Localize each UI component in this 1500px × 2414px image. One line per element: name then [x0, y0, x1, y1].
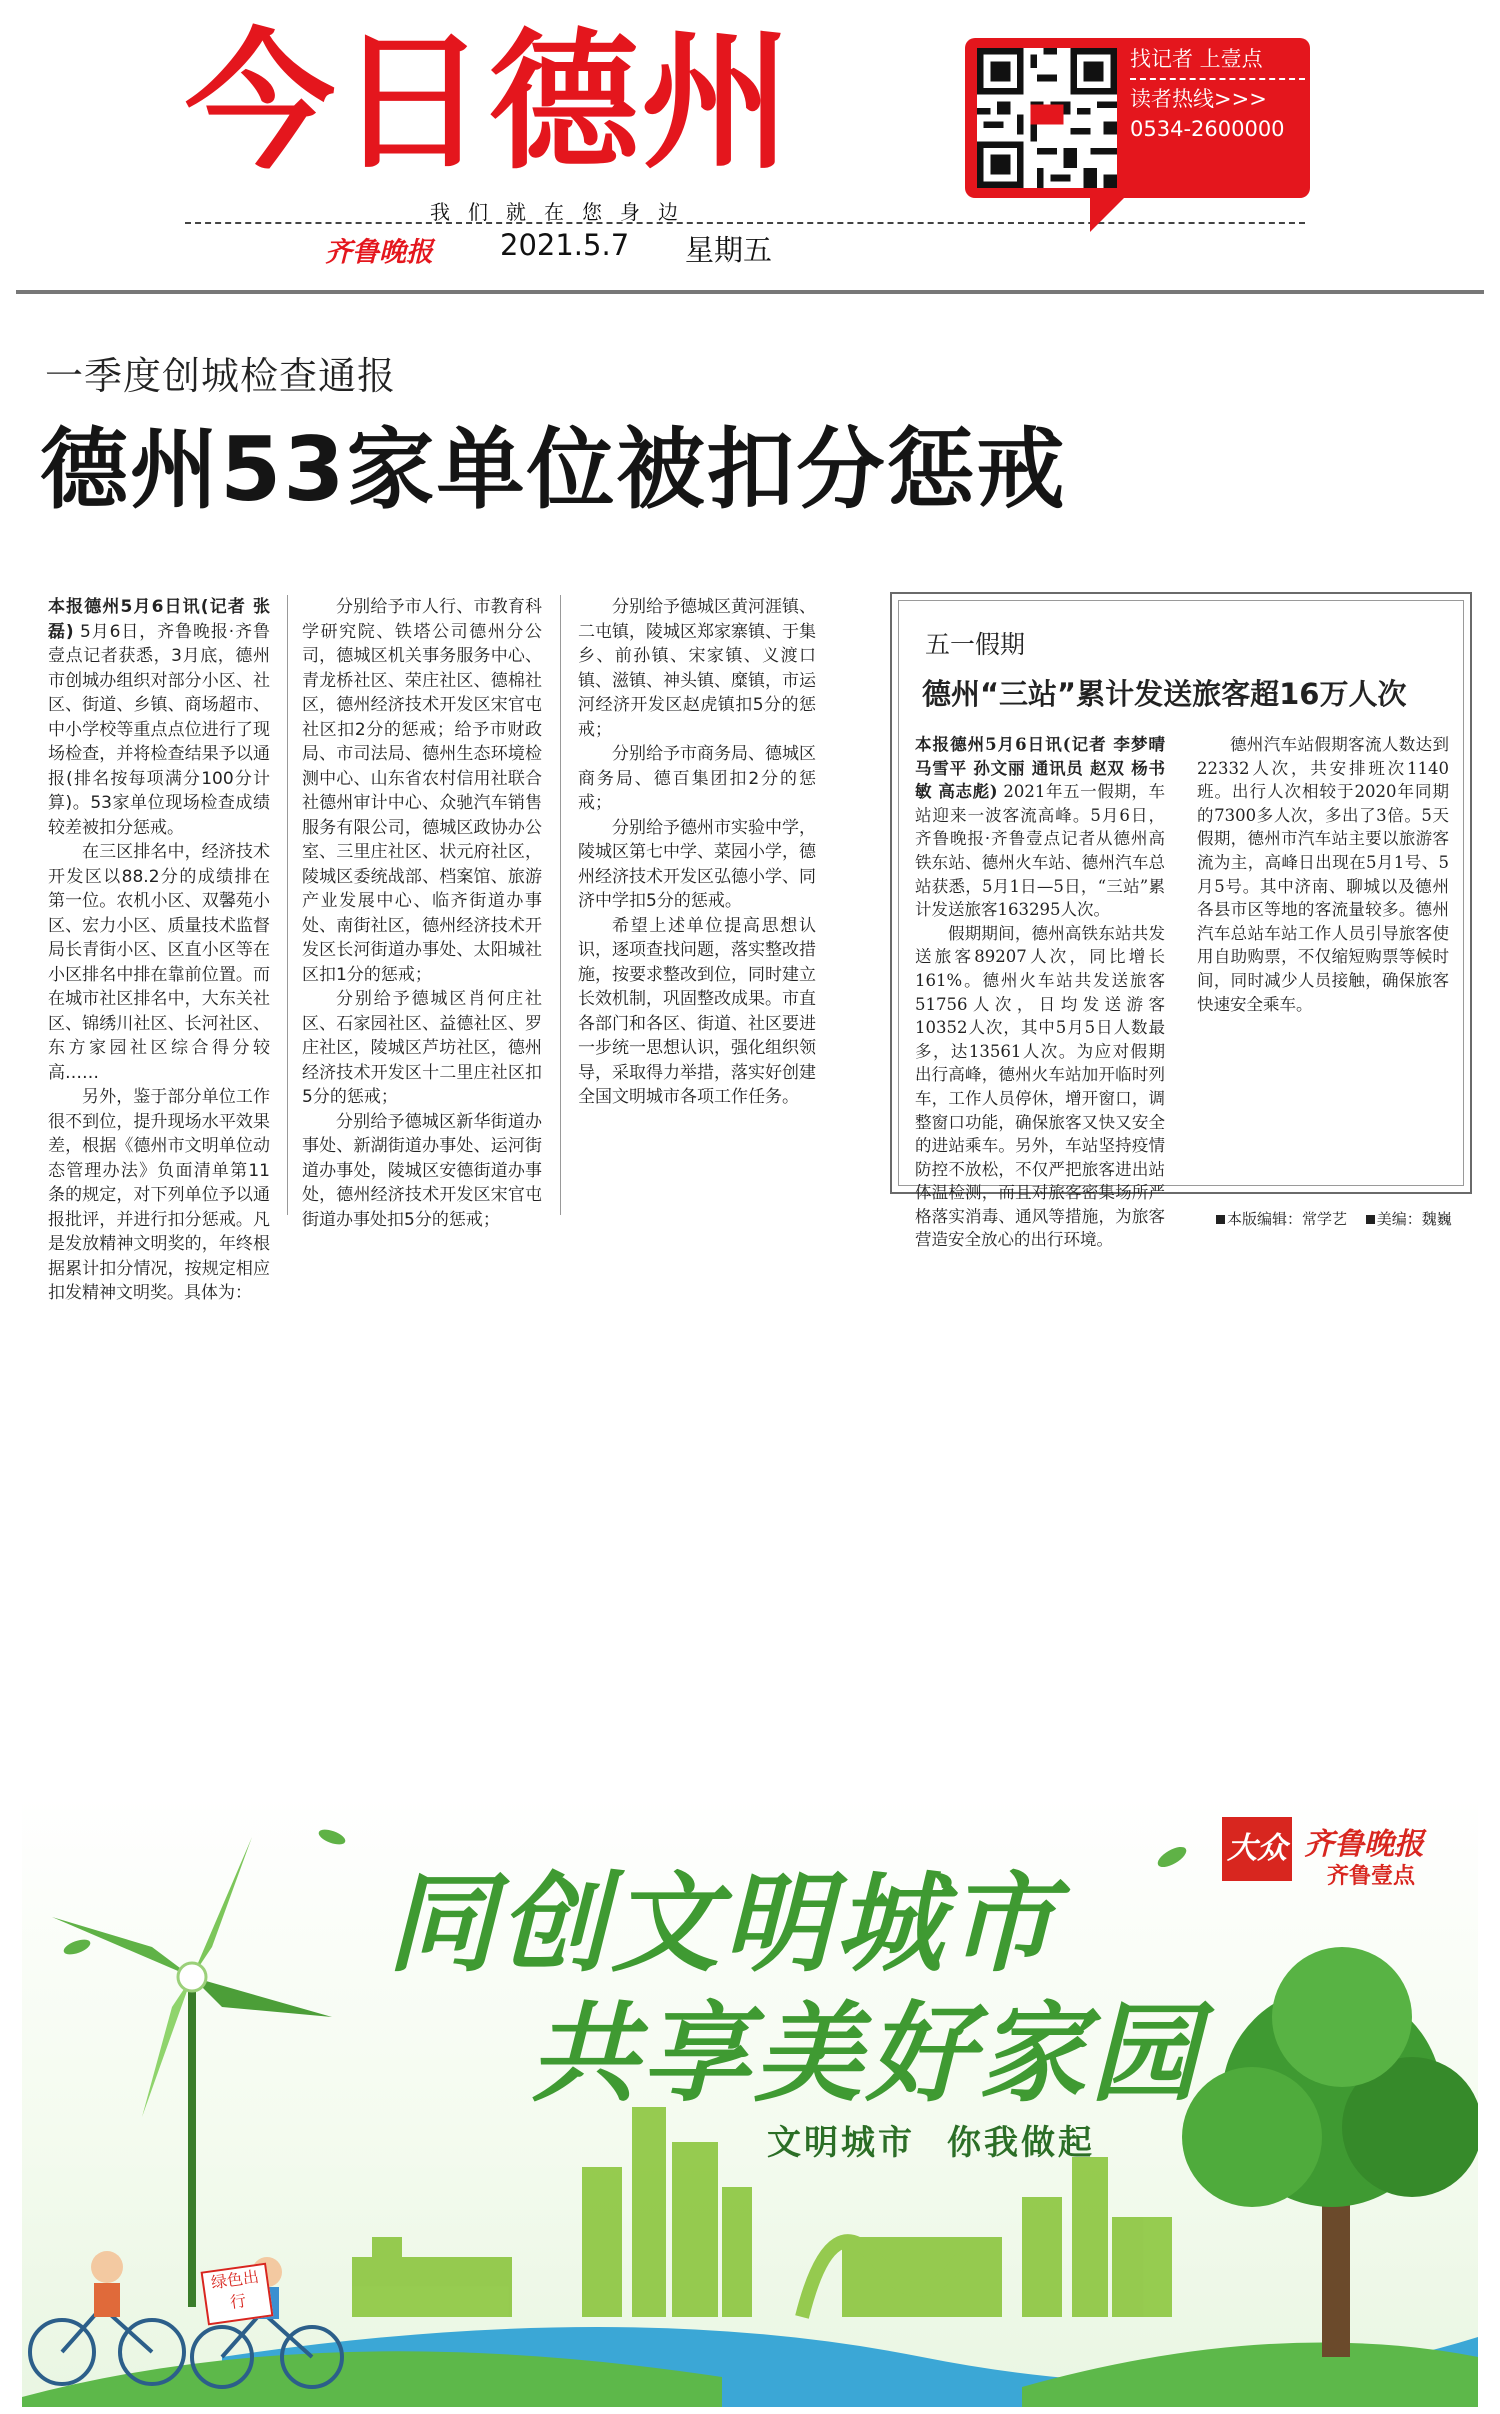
qilu-yidian-logo: 齐鲁壹点 [1327, 1864, 1416, 1889]
masthead-title: 今日德州 [185, 16, 794, 190]
article-paragraph: 本报德州5月6日讯(记者 张磊) 5月6日，齐鲁晚报·齐鲁壹点记者获悉，3月底，德州市创城办组织对部分小区、社区、街道、乡镇、商场超市、中小学校等重点点位进行了现场检查，并将检查结果予以通报(排名按每项满分100分计算)。53家单位现场检查成绩较差被扣分惩戒。 [48, 597, 270, 838]
green-travel-sign: 绿色出行 [201, 2263, 274, 2326]
article-paragraph: 在三区排名中，经济技术开发区以88.2分的成绩排在第一位。农机小区、双馨苑小区、宏力小区、质量技术监督局长青街小区、区直小区等在小区排名中排在靠前位置。而在城市社区排名中，大东关社区、锦绣川社区、长河社区、东方家园社区综合得分较高…… [48, 842, 270, 1083]
sidebar-title: 德州“三站”累计发送旅客超16万人次 [922, 677, 1407, 711]
article-column-1 [48, 595, 270, 1306]
masthead-rule [185, 222, 1305, 224]
article-paragraph: 分别给予德城区新华街道办事处、新湖街道办事处、运河街道办事处，陵城区安德街道办事处，德州经济技术开发区宋官屯街道办事处扣5分的惩戒； [302, 1111, 542, 1230]
hotline-number: 0534-2600000 [1130, 117, 1285, 141]
sidebar-column-1 [915, 733, 1165, 1252]
article-paragraph: 分别给予德城区黄河涯镇、二屯镇，陵城区郑家寨镇、于集乡、前孙镇、宋家镇、义渡口镇、滋镇、神头镇、糜镇，市运河经济开发区赵虎镇扣5分的惩戒； [578, 597, 816, 740]
designer-credit: 美编：魏巍 [1376, 1210, 1452, 1228]
article-headline: 德州53家单位被扣分惩戒 [40, 418, 1067, 521]
sidebar-paragraph: 假期期间，德州高铁东站共发送旅客89207人次，同比增长161%。德州火车站共发送旅客51756人次，日均发送游客10352人次，其中5月5日人数最多，达13561人次。为应对假期出行高峰，德州火车站加开临时列车，工作人员停休，增开窗口，调整窗口功能，确保旅客又快又安全的进站乘车。另外，车站坚持疫情防控不放松，不仅严把旅客进出站体温检测，而且对旅客密集场所严格落实消毒、通风等措施，为旅客营造安全放心的出行环境。 [915, 923, 1165, 1250]
hotline-divider [1130, 78, 1305, 80]
sidebar-byline: 本报德州5月6日讯(记者 李梦晴 马雪平 孙文丽 通讯员 赵双 杨书敏 高志彪) [915, 735, 1165, 802]
qilu-evening-logo: 齐鲁晚报 [1304, 1827, 1424, 1862]
editor-credit: 本版编辑：常学艺 [1227, 1210, 1348, 1228]
sidebar-column-2 [1197, 733, 1449, 1016]
square-bullet-icon [1216, 1215, 1225, 1224]
article-column-3 [578, 595, 816, 1110]
banner-slogan-line1: 同创文明城市 [387, 1861, 1060, 1987]
hotline-line1: 找记者 上壹点 [1130, 47, 1263, 71]
issue-date: 2021.5.7 [500, 228, 630, 262]
column-divider [560, 595, 561, 1215]
banner-subtitle-2: 你我做起 [947, 2123, 1095, 2163]
article-column-2 [302, 595, 542, 1232]
column-divider [287, 595, 288, 1215]
masthead-slogan: 我们就在您身边 [430, 200, 696, 224]
article-paragraph: 分别给予市商务局、德城区商务局、德百集团扣2分的惩戒； [578, 744, 816, 813]
article-paragraph: 分别给予德州市实验中学，陵城区第七中学、菜园小学，德州经济技术开发区弘德小学、同济中学扣5分的惩戒。 [578, 817, 816, 911]
article-paragraph: 另外，鉴于部分单位工作很不到位，提升现场水平效果差，根据《德州市文明单位动态管理办法》负面清单第11条的规定，对下列单位予以通报批评，并进行扣分惩戒。凡是发放精神文明奖的，年终根据累计扣分情况，按规定相应扣发精神文明奖。具体为： [48, 1087, 270, 1303]
issue-weekday: 星期五 [685, 233, 773, 267]
sidebar-paragraph: 德州汽车站假期客流人数达到22332人次，共安排班次1140班。出行人次相较于2020年同期的7300多人次，多出了3倍。5天假期，德州市汽车站主要以旅游客流为主，高峰日出现在5月1号、5月5号。其中济南、聊城以及德州各县市区等地的客流量较多。德州汽车总站车站工作人员引导旅客使用自助购票，不仅缩短购票等候时间，同时减少人员接触，确保旅客快速安全乘车。 [1197, 735, 1449, 1014]
qr-code-icon[interactable] [977, 48, 1117, 188]
paper-name: 齐鲁晚报 [325, 237, 433, 268]
article-kicker: 一季度创城检查通报 [45, 354, 397, 398]
speech-bubble-tail [1090, 196, 1126, 232]
square-bullet-icon [1366, 1215, 1375, 1224]
masthead [0, 0, 1500, 300]
article-paragraph: 希望上述单位提高思想认识，逐项查找问题，落实整改措施，按要求整改到位，同时建立长效机制，巩固整改成果。市直各部门和各区、街道、社区要进一步统一思想认识，强化组织领导，采取得力举措，落实好创建全国文明城市各项工作任务。 [578, 915, 816, 1107]
article-paragraph: 分别给予德城区肖何庄社区、石家园社区、益德社区、罗庄社区，陵城区芦坊社区，德州经济技术开发区十二里庄社区扣5分的惩戒； [302, 989, 542, 1107]
pinwheel-icon [52, 1837, 332, 2307]
hotline-line2: 读者热线>>> [1130, 87, 1267, 111]
article-byline: 本报德州5月6日讯(记者 张磊) [48, 597, 270, 642]
article-paragraph: 分别给予市人行、市教育科学研究院、铁塔公司德州分公司，德城区机关事务服务中心、青龙桥社区、荣庄社区、德棉社区，德州经济技术开发区宋官屯社区扣2分的惩戒；给予市财政局、市司法局、德州生态环境检测中心、山东省农村信用社联合社德州审计中心、众驰汽车销售服务有限公司，德城区政协办公室、三里庄社区、状元府社区，陵城区委统战部、档案馆、旅游产业发展中心、临齐街道办事处、南街社区，德州经济技术开发区长河街道办事处、太阳城社区扣1分的惩戒； [302, 597, 542, 985]
page-credits [1210, 1208, 1452, 1229]
reporter-hotline-box [965, 38, 1310, 198]
sidebar-kicker: 五一假期 [925, 630, 1026, 659]
tree-icon [1182, 1947, 1478, 2357]
banner-subtitle-1: 文明城市 [767, 2123, 915, 2163]
hotline-text [1130, 44, 1305, 144]
civilization-banner [22, 1797, 1478, 2407]
masthead-bottom-rule [16, 290, 1484, 294]
sidebar-paragraph: 本报德州5月6日讯(记者 李梦晴 马雪平 孙文丽 通讯员 赵双 杨书敏 高志彪) 2021年五一假期，车站迎来一波客流高峰。5月6日，齐鲁晚报·齐鲁壹点记者从德州高铁东站、德州火车站、德州汽车总站获悉，5月1日—5日，“三站”累计发送旅客163295人次。 [915, 735, 1165, 920]
dazhong-logo: 大众 [1222, 1817, 1292, 1881]
banner-slogan-line2: 共享美好家园 [530, 1991, 1203, 2117]
